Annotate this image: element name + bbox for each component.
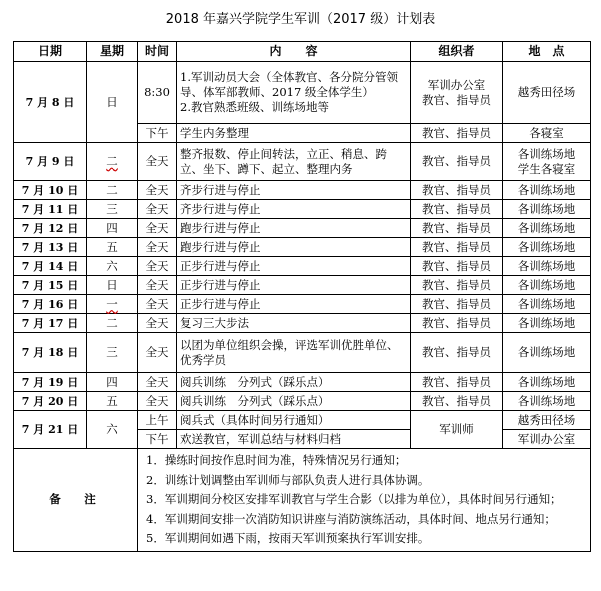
time-cell: 全天 [138, 181, 177, 200]
location-cell: 各训练场地 [503, 276, 591, 295]
organizer-cell: 教官、指导员 [411, 276, 503, 295]
schedule-table [13, 41, 591, 552]
organizer-cell: 教官、指导员 [411, 219, 503, 238]
content-cell: 阅兵训练 分列式（踩乐点） [177, 392, 411, 411]
notes-row [14, 449, 591, 552]
date-cell: 7 月 20 日 [14, 392, 87, 411]
content-cell: 跑步行进与停止 [177, 219, 411, 238]
organizer-cell: 教官、指导员 [411, 124, 503, 143]
content-cell: 整齐报数、停止间转法，立正、稍息、跨立、坐下、蹲下、起立、整理内务 [177, 143, 411, 181]
date-cell: 7 月 21 日 [14, 411, 87, 449]
weekday-cell: 四 [87, 373, 138, 392]
time-cell: 全天 [138, 143, 177, 181]
header-row [14, 42, 591, 62]
date-cell: 7 月 15 日 [14, 276, 87, 295]
location-cell: 各训练场地 [503, 295, 591, 314]
weekday-cell: 四 [87, 219, 138, 238]
page-title: 2018 年嘉兴学院学生军训（2017 级）计划表 [165, 12, 436, 27]
date-cell: 7 月 19 日 [14, 373, 87, 392]
content-cell: 学生内务整理 [177, 124, 411, 143]
header-organizer: 组织者 [411, 42, 503, 62]
table-row [14, 62, 591, 124]
content-cell: 正步行进与停止 [177, 257, 411, 276]
content-cell: 齐步行进与停止 [177, 181, 411, 200]
weekday-cell: 五 [87, 392, 138, 411]
weekday-cell: 二 [87, 314, 138, 333]
organizer-cell: 军训师 [411, 411, 503, 449]
date-cell: 7 月 12 日 [14, 219, 87, 238]
location-cell: 各训练场地 [503, 392, 591, 411]
date-cell: 7 月 8 日 [14, 62, 87, 143]
table-row [14, 314, 591, 333]
header-content: 内 容 [177, 42, 411, 62]
location-cell: 各训练场地 [503, 257, 591, 276]
table-row [14, 411, 591, 430]
content-cell: 欢送教官，军训总结与材料归档 [177, 430, 411, 449]
location-cell: 越秀田径场 [503, 62, 591, 124]
note-item: 4．军训期间安排一次消防知识讲座与消防演练活动，具体时间、地点另行通知； [146, 511, 556, 526]
location-cell: 各寝室 [503, 124, 591, 143]
time-cell: 上午 [138, 411, 177, 430]
table-row [14, 143, 591, 181]
content-cell: 阅兵训练 分列式（踩乐点） [177, 373, 411, 392]
time-cell: 全天 [138, 219, 177, 238]
date-cell: 7 月 10 日 [14, 181, 87, 200]
organizer-cell: 教官、指导员 [411, 200, 503, 219]
time-cell: 8:30 [138, 62, 177, 124]
location-cell: 各训练场地 [503, 200, 591, 219]
notes-content [138, 449, 591, 552]
table-row [14, 238, 591, 257]
time-cell: 全天 [138, 314, 177, 333]
note-item: 5．军训期间如遇下雨，按雨天军训预案执行军训安排。 [146, 531, 430, 545]
location-cell: 各训练场地 [503, 181, 591, 200]
date-cell: 7 月 17 日 [14, 314, 87, 333]
date-cell: 7 月 13 日 [14, 238, 87, 257]
time-cell: 全天 [138, 276, 177, 295]
weekday-cell: 二 [106, 154, 118, 168]
content-cell: 1.军训动员大会（全体教官、各分院分管领导、体军部教师、2017 级全体学生） 2.教官熟悉班级、训练场地等 [177, 62, 411, 124]
date-cell: 7 月 18 日 [14, 333, 87, 373]
table-row [14, 333, 591, 373]
time-cell: 全天 [138, 333, 177, 373]
organizer-cell: 教官、指导员 [411, 392, 503, 411]
table-row [14, 392, 591, 411]
location-cell: 各训练场地 [503, 238, 591, 257]
organizer-cell: 教官、指导员 [411, 238, 503, 257]
header-time: 时间 [138, 42, 177, 62]
time-cell: 全天 [138, 295, 177, 314]
content-cell: 跑步行进与停止 [177, 238, 411, 257]
organizer-cell: 教官、指导员 [411, 314, 503, 333]
note-item: 1．操练时间按作息时间为准，特殊情况另行通知； [146, 453, 407, 467]
location-cell: 军训办公室 [503, 430, 591, 449]
organizer-cell: 教官、指导员 [411, 181, 503, 200]
location-cell: 各训练场地 [503, 314, 591, 333]
table-row [14, 200, 591, 219]
organizer-cell: 教官、指导员 [411, 143, 503, 181]
time-cell: 全天 [138, 257, 177, 276]
header-date: 日期 [14, 42, 87, 62]
location-cell: 各训练场地 学生各寝室 [503, 143, 591, 181]
table-row [14, 276, 591, 295]
weekday-cell: 一 [106, 296, 118, 311]
time-cell: 全天 [138, 200, 177, 219]
organizer-cell: 教官、指导员 [411, 373, 503, 392]
content-cell: 正步行进与停止 [177, 295, 411, 314]
table-row [14, 257, 591, 276]
location-cell: 各训练场地 [503, 373, 591, 392]
weekday-cell: 日 [87, 62, 138, 143]
date-cell: 7 月 16 日 [14, 295, 87, 314]
note-item: 2．训练计划调整由军训师与部队负责人进行具体协调。 [146, 472, 430, 487]
content-cell: 齐步行进与停止 [177, 200, 411, 219]
content-cell: 阅兵式（具体时间另行通知） [177, 411, 411, 430]
location-cell: 越秀田径场 [503, 411, 591, 430]
table-row [14, 181, 591, 200]
time-cell: 下午 [138, 430, 177, 449]
organizer-cell: 军训办公室 教官、指导员 [411, 62, 503, 124]
header-location: 地 点 [503, 42, 591, 62]
organizer-cell: 教官、指导员 [411, 295, 503, 314]
location-cell: 各训练场地 [503, 219, 591, 238]
weekday-cell: 六 [87, 257, 138, 276]
time-cell: 全天 [138, 373, 177, 392]
header-weekday: 星期 [87, 42, 138, 62]
date-cell: 7 月 11 日 [14, 200, 87, 219]
location-cell: 各训练场地 [503, 333, 591, 373]
date-cell: 7 月 9 日 [14, 143, 87, 181]
time-cell: 全天 [138, 238, 177, 257]
weekday-cell: 三 [87, 200, 138, 219]
table-row [14, 295, 591, 314]
content-cell: 正步行进与停止 [177, 276, 411, 295]
content-cell: 复习三大步法 [177, 314, 411, 333]
weekday-cell: 六 [87, 411, 138, 449]
table-row [14, 373, 591, 392]
weekday-cell: 日 [87, 276, 138, 295]
content-cell: 以团为单位组织会操，评选军训优胜单位、优秀学员 [177, 333, 411, 373]
weekday-cell: 五 [87, 238, 138, 257]
organizer-cell: 教官、指导员 [411, 333, 503, 373]
weekday-cell: 二 [87, 181, 138, 200]
date-cell: 7 月 14 日 [14, 257, 87, 276]
time-cell: 全天 [138, 392, 177, 411]
time-cell: 下午 [138, 124, 177, 143]
notes-label: 备 注 [14, 449, 138, 552]
organizer-cell: 教官、指导员 [411, 257, 503, 276]
table-row [14, 219, 591, 238]
weekday-cell: 三 [87, 333, 138, 373]
note-item: 3．军训期间分校区安排军训教官与学生合影（以排为单位），具体时间另行通知； [146, 492, 562, 506]
